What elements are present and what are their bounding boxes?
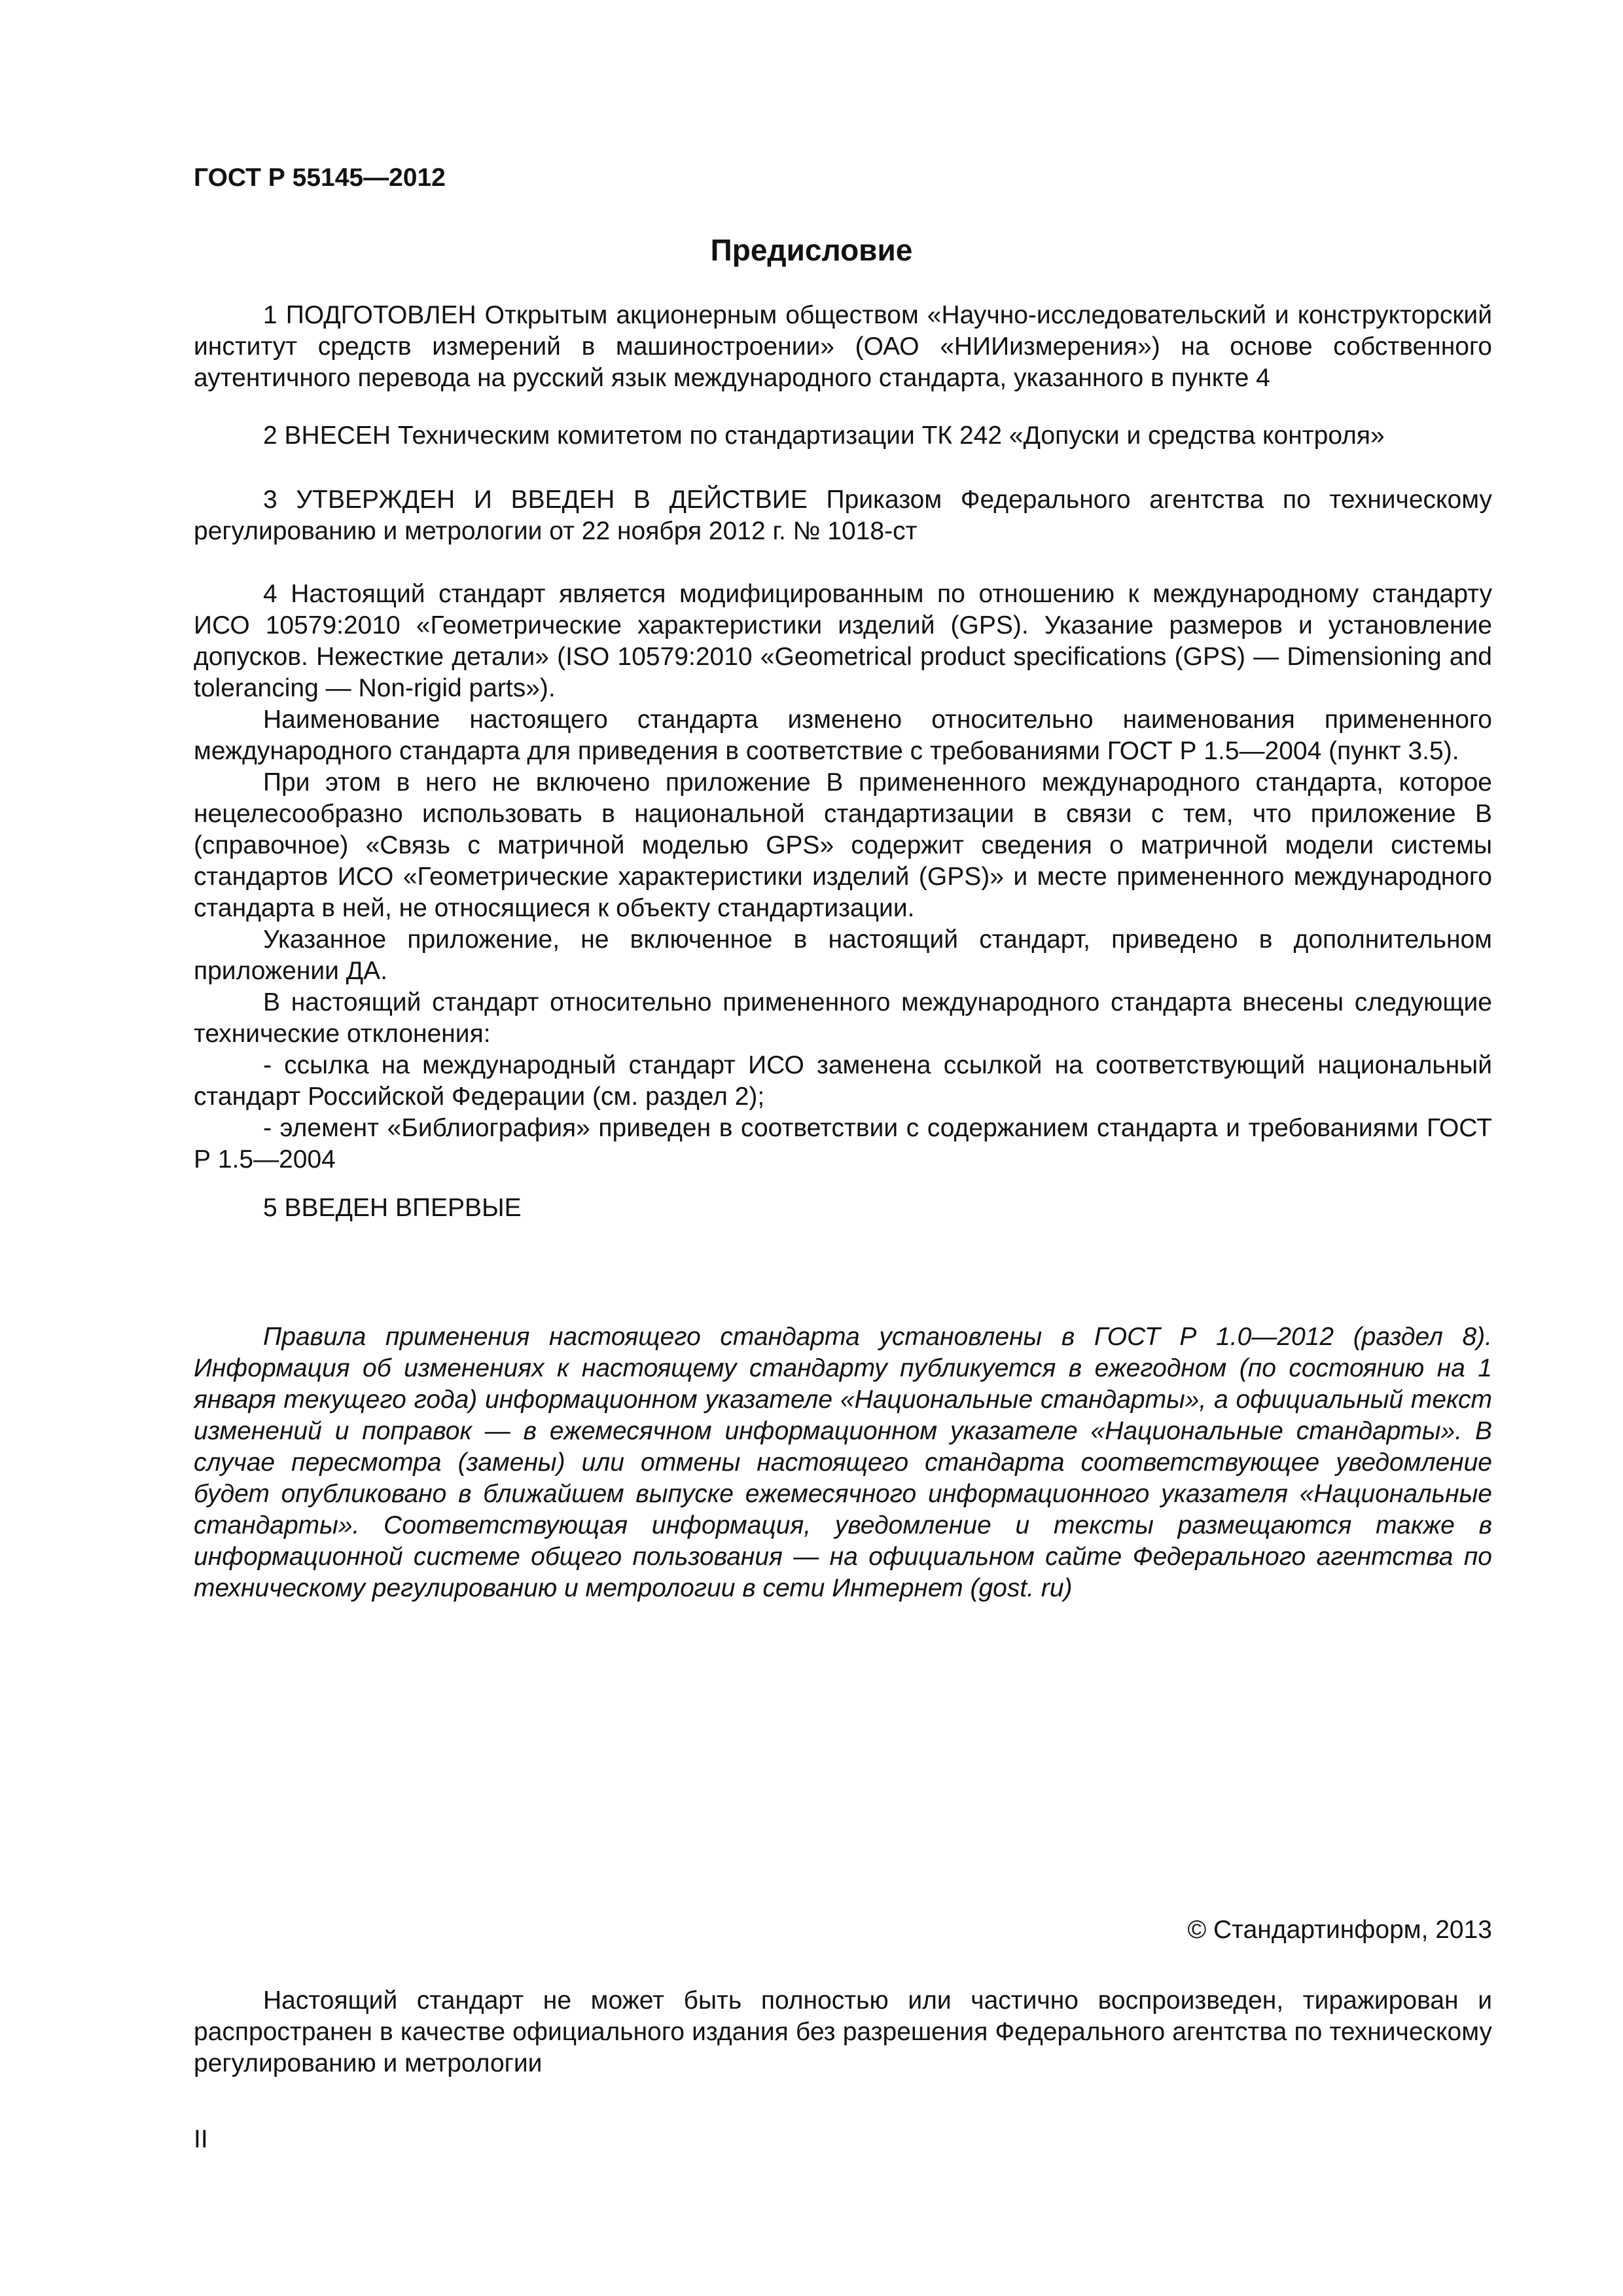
preface-item-4 xyxy=(194,579,1492,1175)
preface-item-1 xyxy=(194,300,1492,394)
preface-item-5 xyxy=(194,1193,1492,1224)
preface-item-2-text: 2 ВНЕСЕН Техническим комитетом по стандартизации ТК 242 «Допуски и средства контроля» xyxy=(263,422,1385,450)
preface-item-4-para-5: В настоящий стандарт относительно примененного международного стандарта внесены следующие технические отклонения: xyxy=(194,988,1492,1048)
rules-note-text: Правила применения настоящего стандарта установлены в ГОСТ Р 1.0—2012 (раздел 8). Информация об изменениях к настоящему стандарту публикуется в ежегодном (по состоянию на 1 января текущего года) информационном указателе «Национальные стандарты», а официальный текст изменений и поправок — в ежемесячном информационном указателе «Национальные стандарты». В случае пересмотра (замены) или отмены настоящего стандарта соответствующее уведомление будет опубликовано в ближайшем выпуске ежемесячного информационного указателя «Национальные стандарты». Соответствующая информация, уведомление и тексты размещаются также в информационной системе общего пользования — на официальном сайте Федерального агентства по техническому регулированию и метрологии в сети Интернет (gost. ru) xyxy=(194,1323,1492,1602)
copyright-line: © Стандартинформ, 2013 xyxy=(1187,1916,1492,1944)
preface-item-4-para-3: При этом в него не включено приложение В примененного международного стандарта, которое нецелесообразно использовать в национальной стандартизации в связи с тем, что приложение В (справочное) «Связь с матричной моделью GPS» содержит сведения о матричной модели системы стандартов ИСО «Геометрические характеристики изделий (GPS)» и месте примененного международного стандарта в ней, не относящиеся к объекту стандартизации. xyxy=(194,768,1492,922)
page-number: II xyxy=(194,2125,208,2153)
document-code: ГОСТ Р 55145—2012 xyxy=(194,164,446,192)
rules-note xyxy=(194,1321,1492,1604)
preface-item-3-text: 3 УТВЕРЖДЕН И ВВЕДЕН В ДЕЙСТВИЕ Приказом Федерального агентства по техническому регулированию и метрологии от 22 ноября 2012 г. № 1018-ст xyxy=(194,486,1492,545)
preface-item-3 xyxy=(194,484,1492,547)
deviation-list-item-1: - ссылка на международный стандарт ИСО заменена ссылкой на соответствующий национальный стандарт Российской Федерации (см. раздел 2); xyxy=(194,1051,1492,1111)
deviation-list-item-2: - элемент «Библиография» приведен в соответствии с содержанием стандарта и требованиями ГОСТ Р 1.5—2004 xyxy=(194,1114,1492,1174)
page-title: Предисловие xyxy=(710,233,913,267)
preface-item-5-text: 5 ВВЕДЕН ВПЕРВЫЕ xyxy=(263,1194,522,1222)
preface-item-1-text: 1 ПОДГОТОВЛЕН Открытым акционерным обществом «Научно-исследовательский и конструкторский институт средств измерений в машиностроении» (ОАО «НИИизмерения») на основе собственного аутентичного перевода на русский язык международного стандарта, указанного в пункте 4 xyxy=(194,301,1492,392)
preface-item-4-para-1: 4 Настоящий стандарт является модифицированным по отношению к международному стандарту ИСО 10579:2010 «Геометрические характеристики изделий (GPS). Указание размеров и установление допусков. Нежесткие детали» (ISO 10579:2010 «Geometrical product specifications (GPS) — Dimensioning and tolerancing — Non-rigid parts»). xyxy=(194,580,1492,702)
reproduction-notice xyxy=(194,1985,1492,2079)
preface-item-4-para-4: Указанное приложение, не включенное в настоящий стандарт, приведено в дополнительном приложении ДА. xyxy=(194,925,1492,985)
reproduction-notice-text: Настоящий стандарт не может быть полностью или частично воспроизведен, тиражирован и распространен в качестве официального издания без разрешения Федерального агентства по техническому регулированию и метрологии xyxy=(194,1986,1492,2077)
preface-item-4-para-2: Наименование настоящего стандарта изменено относительно наименования примененного международного стандарта для приведения в соответствие с требованиями ГОСТ Р 1.5—2004 (пункт 3.5). xyxy=(194,706,1492,765)
preface-item-2 xyxy=(194,420,1492,452)
